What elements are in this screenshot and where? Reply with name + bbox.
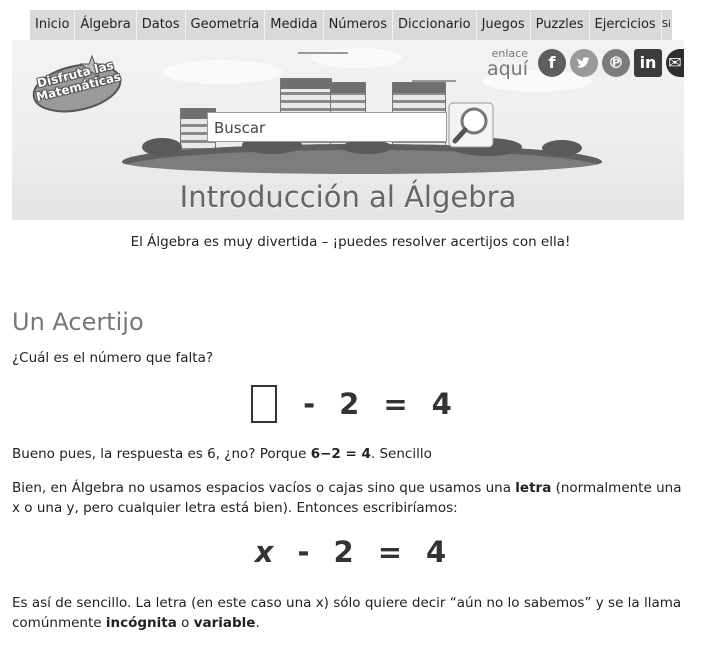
final-paragraph bbox=[12, 593, 682, 633]
share-link[interactable] bbox=[487, 48, 528, 78]
section-heading: Un Acertijo bbox=[12, 308, 144, 336]
final-pre: Es así de sencillo. La letra (en este caso una x) sólo quiere decir “aún no lo sabemos” y se la llama comúnmente bbox=[12, 595, 682, 631]
twitter-bird-icon bbox=[576, 55, 592, 71]
nav-item-diccionario[interactable]: Diccionario bbox=[393, 10, 477, 40]
nav-item-juegos[interactable]: Juegos bbox=[477, 10, 531, 40]
letter-paragraph bbox=[12, 478, 682, 518]
letter-bold: letra bbox=[515, 480, 552, 496]
tree bbox=[342, 140, 392, 154]
header-banner bbox=[12, 40, 684, 220]
logo-text: Disfruta las Matemáticas bbox=[34, 57, 123, 105]
equation-variable bbox=[0, 535, 701, 569]
letter-pre: Bien, en Álgebra no usamos espacios vacíos o cajas sino que usamos una bbox=[12, 480, 516, 496]
eq-minus: - bbox=[297, 535, 310, 569]
nav-item-overflow[interactable]: Si bbox=[661, 19, 671, 30]
crane bbox=[298, 52, 348, 54]
letter-post: (normalmente una x o una y, pero cualquier letra está bien). Entonces escribiríamos: bbox=[12, 480, 682, 516]
cloud bbox=[162, 60, 282, 84]
share-bar bbox=[487, 48, 684, 78]
nav-item-datos[interactable]: Datos bbox=[137, 10, 186, 40]
tree bbox=[542, 140, 582, 156]
answer-bold: 6−2 = 4 bbox=[310, 446, 371, 462]
cloud bbox=[312, 48, 402, 68]
nav-item-inicio[interactable]: Inicio bbox=[30, 10, 75, 40]
twitter-icon[interactable] bbox=[570, 49, 598, 77]
eq-two: 2 bbox=[339, 387, 360, 421]
final-bold-incognita: incógnita bbox=[105, 615, 177, 631]
eq-var: x bbox=[254, 535, 274, 569]
share-small-text: enlace bbox=[491, 47, 528, 60]
nav-item-geometria[interactable]: Geometría bbox=[186, 10, 266, 40]
magnifier-icon bbox=[448, 102, 494, 148]
pinterest-icon[interactable]: ℗ bbox=[602, 49, 630, 77]
answer-text bbox=[12, 444, 682, 464]
site-logo[interactable] bbox=[30, 50, 124, 118]
nav-item-algebra[interactable]: Álgebra bbox=[75, 10, 136, 40]
share-big-text: aquí bbox=[486, 58, 528, 80]
eq-minus: - bbox=[303, 387, 316, 421]
final-mid: o bbox=[176, 615, 194, 631]
search-button[interactable] bbox=[448, 102, 494, 148]
nav-item-numeros[interactable]: Números bbox=[324, 10, 393, 40]
top-nav bbox=[30, 10, 672, 40]
question-text: ¿Cuál es el número que falta? bbox=[12, 350, 214, 366]
eq-two: 2 bbox=[333, 535, 354, 569]
email-icon[interactable]: ✉ bbox=[666, 49, 684, 77]
linkedin-icon[interactable]: in bbox=[634, 49, 662, 77]
search-input[interactable]: Buscar bbox=[207, 112, 447, 142]
tree bbox=[142, 138, 182, 156]
final-post: . bbox=[255, 615, 260, 631]
nav-item-ejercicios[interactable]: Ejercicios bbox=[590, 10, 662, 40]
eq-four: 4 bbox=[431, 387, 452, 421]
final-bold-variable: variable bbox=[193, 615, 256, 631]
answer-pre: Bueno pues, la respuesta es 6, ¿no? Porque bbox=[12, 446, 311, 462]
answer-post: . Sencillo bbox=[370, 446, 432, 462]
eq-equals: = bbox=[377, 535, 403, 569]
equation-box bbox=[0, 385, 701, 423]
eq-equals: = bbox=[383, 387, 408, 421]
empty-box bbox=[251, 385, 277, 423]
page-subtitle: El Álgebra es muy divertida – ¡puedes resolver acertijos con ella! bbox=[130, 234, 571, 250]
facebook-icon[interactable]: f bbox=[538, 49, 566, 77]
nav-item-medida[interactable]: Medida bbox=[265, 10, 323, 40]
crane bbox=[412, 80, 456, 82]
nav-item-puzzles[interactable]: Puzzles bbox=[531, 10, 590, 40]
eq-four: 4 bbox=[426, 535, 447, 569]
page-title: Introducción al Álgebra bbox=[179, 180, 517, 214]
